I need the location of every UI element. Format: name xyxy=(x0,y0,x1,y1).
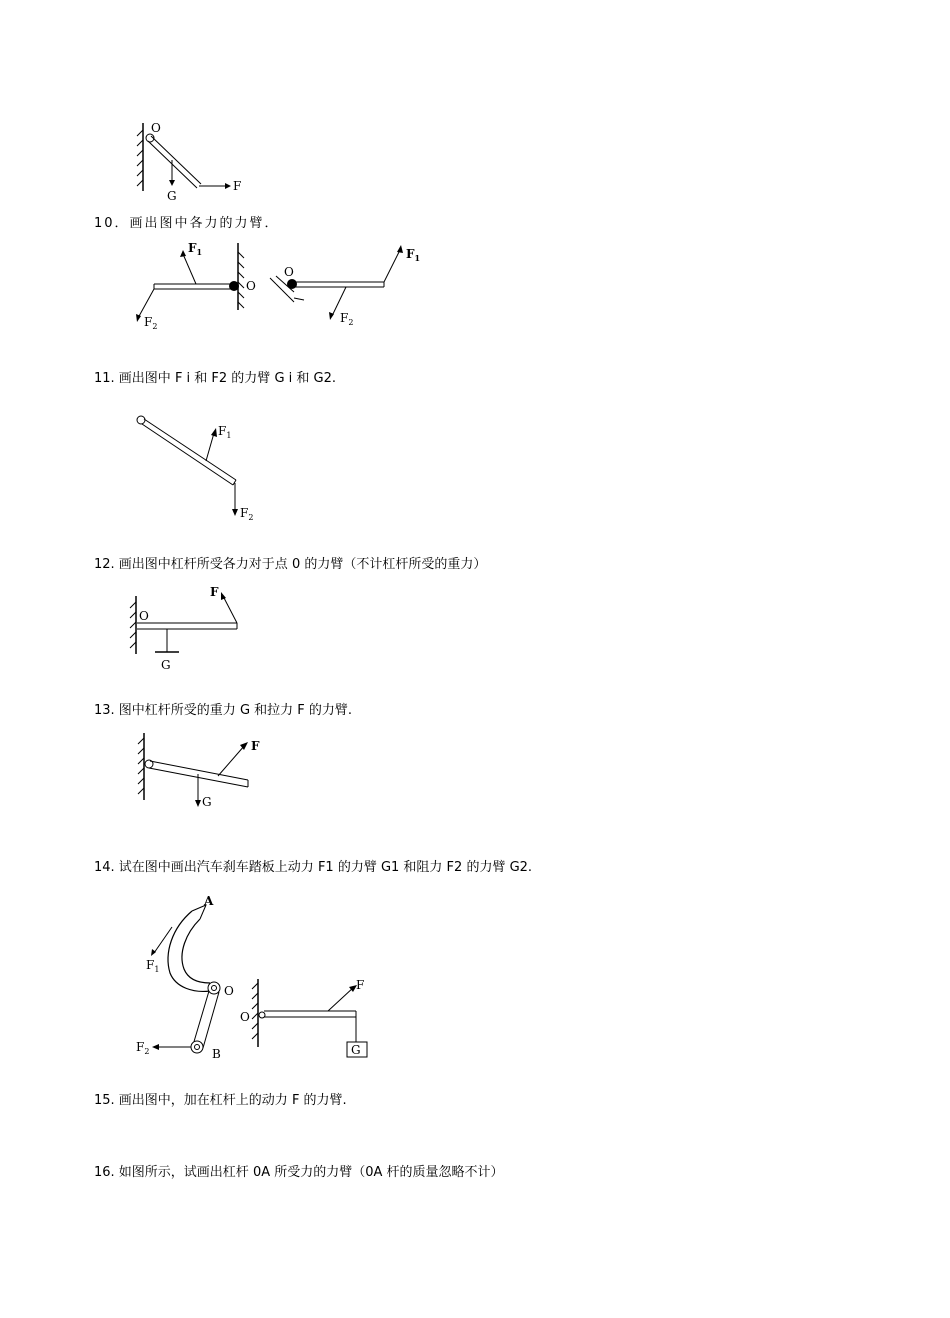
label-f2: $F_2$ xyxy=(240,506,254,522)
label-f1: $F_1$ xyxy=(146,958,160,974)
label-o: O xyxy=(224,984,234,998)
question-16: 16. 如图所示，试画出杠杆 0A 所受力的力臂（0A 杆的质量忽略不计） xyxy=(94,1165,504,1180)
question-14: 14. 试在图中画出汽车刹车踏板上动力 F1 的力臂 G1 和阻力 F2 的力臂 G2. xyxy=(94,860,533,875)
figure-11-inclined-lever xyxy=(128,405,268,525)
question-12: 12. 画出图中杠杆所受各力对于点 0 的力臂（不计杠杆所受的重力） xyxy=(94,557,487,572)
label-b: B xyxy=(212,1047,221,1061)
label-a: A xyxy=(204,894,214,908)
label-f: F xyxy=(210,585,219,599)
label-f2: $F_2$ xyxy=(144,315,158,331)
figure-14-brake-pedal xyxy=(132,893,242,1063)
label-o: O xyxy=(284,265,294,279)
label-f: F xyxy=(356,978,365,992)
label-f: F xyxy=(233,179,242,193)
label-o: O xyxy=(151,121,161,135)
figure-14-hanging-weight-lever xyxy=(236,975,386,1063)
label-f1: $F_1$ xyxy=(406,247,421,263)
label-g: G xyxy=(167,189,177,203)
question-11: 11. 画出图中 F i 和 F2 的力臂 G i 和 G2. xyxy=(94,371,336,386)
label-f1: $F_1$ xyxy=(218,424,232,440)
label-g: G xyxy=(161,658,171,672)
label-o: O xyxy=(240,1010,250,1024)
question-10: 10．画出图中各力的力臂． xyxy=(94,216,280,231)
question-13: 13. 图中杠杆所受的重力 G 和拉力 F 的力臂. xyxy=(94,703,353,718)
label-o: O xyxy=(139,609,149,623)
label-o: O xyxy=(246,279,256,293)
label-f1: $F_1$ xyxy=(188,241,203,257)
label-g: G xyxy=(202,795,212,809)
figure-9-rod-wall xyxy=(125,118,255,208)
figure-13-sloped-lever xyxy=(130,728,270,813)
label-g: G xyxy=(351,1043,361,1057)
figure-10-right-lever xyxy=(266,240,436,330)
figure-10-left-lever xyxy=(128,238,268,333)
label-f2: $F_2$ xyxy=(136,1040,150,1056)
question-15: 15. 画出图中，加在杠杆上的动力 F 的力臂. xyxy=(94,1093,347,1108)
label-f2: $F_2$ xyxy=(340,311,354,327)
label-f: F xyxy=(251,739,260,753)
figure-12-horizontal-lever xyxy=(125,582,255,677)
